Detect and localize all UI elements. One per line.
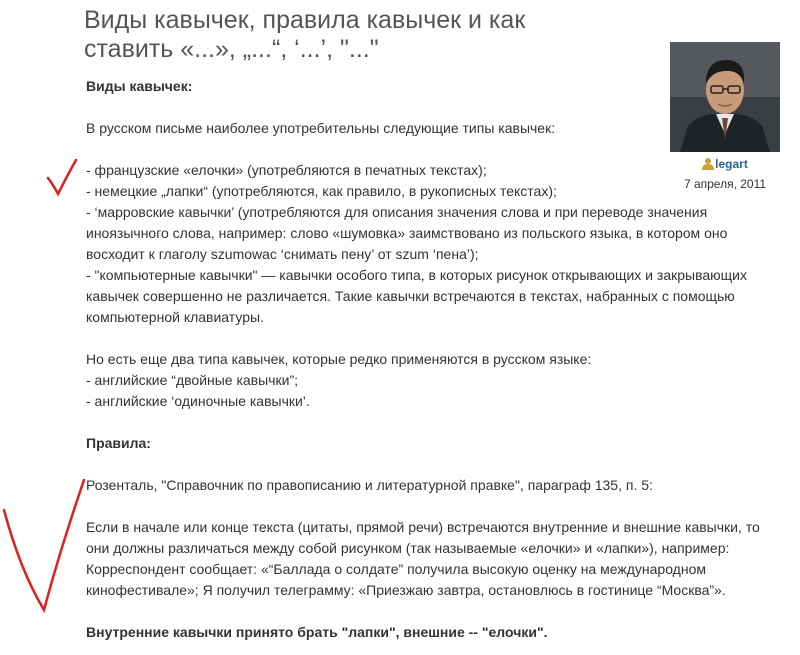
article-body xyxy=(86,76,776,643)
types-heading: Виды кавычек: xyxy=(86,78,193,94)
list-item: - английские ‘одиночные кавычки’. xyxy=(86,393,310,409)
intro-text: В русском письме наиболее употребительны следующие типы кавычек: xyxy=(86,120,556,136)
handwritten-checkmark xyxy=(0,470,90,620)
list-item: - английские “двойные кавычки”; xyxy=(86,372,298,388)
rules-heading: Правила: xyxy=(86,435,151,451)
post-date: 7 апреля, 2011 xyxy=(683,177,767,191)
source-citation: Розенталь, "Справочник по правописанию и литературной правке", параграф 135, п. 5: xyxy=(86,477,653,493)
article-title: Виды кавычек, правила кавычек и как ставить «...», „...“, ‘...’, "..." xyxy=(84,6,526,63)
author-link[interactable]: legart xyxy=(715,157,748,171)
rule-bold: Внутренние кавычки принято брать "лапки", внешние -- "елочки". xyxy=(86,624,548,640)
list-item: - "компьютерные кавычки" — кавычки особого типа, в которых рисунок открывающих и закрывающих кавычек совершенно не различается. Такие кавычки встречаются в текстах, набранных с помощью компьютерной клавиатуры. xyxy=(86,267,747,325)
list-item: - французские «елочки» (употребляются в печатных текстах); xyxy=(86,162,487,178)
list-item: - ‘марровские кавычки’ (употребляются для описания значения слова и при переводе значения иноязычного слова, например: слово «шумовка» заимствовано из польского языка, в котором оно восходит к глаголу szumowac ‘снимать пену’ от szum ‘пена’); xyxy=(86,204,728,262)
rare-intro: Но есть еще два типа кавычек, которые редко применяются в русском языке: xyxy=(86,351,592,367)
rule-text: Если в начале или конце текста (цитаты, прямой речи) встречаются внутренние и внешние кавычки, то они должны различаться между собой рисунком (так называемые «елочки» и «лапки»), например: Корреспондент сообщает: «“Баллада о солдате” получила высокую оценку на международном кинофестивале»; Я получил телеграмму: «Приезжаю завтра, остановлюсь в гостинице “Москва”». xyxy=(86,519,760,598)
list-item: - немецкие „лапки“ (употребляются, как правило, в рукописных текстах); xyxy=(86,183,557,199)
